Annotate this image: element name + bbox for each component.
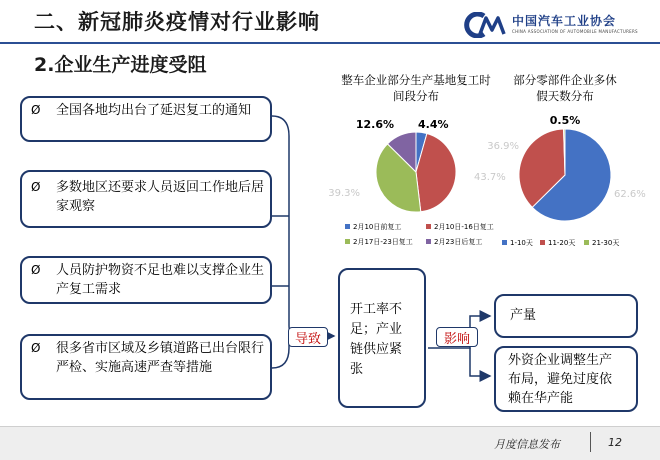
cause-tag: 导致 <box>288 327 328 347</box>
chart-1-legend-swatch-1 <box>345 224 350 229</box>
chart-1-legend-swatch-4 <box>426 239 431 244</box>
chart-2-title: 部分零部件企业多休假天数分布 <box>513 73 617 103</box>
footer-separator <box>590 432 591 452</box>
bullet-icon: Ø <box>31 341 41 355</box>
chart-2-data-label-3: 0.5% <box>549 114 581 127</box>
chart-2-legend-label-1: 1-10天 <box>510 239 533 247</box>
cause-text-1: 全国各地均出台了延迟复工的通知 <box>56 103 252 118</box>
effect-tag: 影响 <box>436 327 478 347</box>
footer-bar <box>0 426 660 460</box>
chart-2-legend-swatch-3 <box>584 240 589 245</box>
chart-2-data-label-1: 62.6% <box>614 189 646 200</box>
section-title: 2.企业生产进度受阻 <box>34 54 207 76</box>
page-number: 12 <box>608 436 622 449</box>
bullet-icon: Ø <box>31 263 41 277</box>
chart-2-legend-swatch-2 <box>540 240 545 245</box>
chart-2-data-label-2: 36.9% <box>487 141 519 152</box>
cause-text-2: 多数地区还要求人员返回工作地后居家观察 <box>56 180 265 214</box>
chart-1-data-label-3: 39.3% <box>328 188 360 199</box>
chart-2-legend-label-2: 11-20天 <box>548 239 576 247</box>
effect-box-2: 外资企业调整生产布局，避免过度依赖在华产能 <box>494 346 638 412</box>
footer-divider <box>0 426 660 427</box>
effect-box-1: 产量 <box>494 294 638 338</box>
logo-text-en: CHINA ASSOCIATION OF AUTOMOBILE MANUFACTURERS <box>512 29 638 34</box>
chart-1-legend-swatch-3 <box>345 239 350 244</box>
chart-1-data-label-4: 12.6% <box>355 118 394 131</box>
chart-1-legend-label-3: 2月17日-23日复工 <box>353 238 413 246</box>
chart-1-legend-label-1: 2月10日前复工 <box>353 223 402 231</box>
cause-text-4: 很多省市区域及乡镇道路已出台限行严检、实施高速严查等措施 <box>56 341 265 375</box>
chart-2-legend-label-3: 21-30天 <box>592 239 620 247</box>
chart-1-data-label-1: 4.4% <box>418 118 449 131</box>
cause-text-3: 人员防护物资不足也难以支撑企业生产复工需求 <box>56 263 265 297</box>
chart-1-title: 整车企业部分生产基地复工时间段分布 <box>341 73 491 103</box>
chart-2-legend-swatch-1 <box>502 240 507 245</box>
bullet-icon: Ø <box>31 180 41 194</box>
chart-1-data-label-2: 43.7% <box>474 172 506 183</box>
center-result-box: 开工率不足；产业链供应紧张 <box>338 268 426 408</box>
chart-1-legend-label-4: 2月23日后复工 <box>434 238 483 246</box>
header-title: 二、新冠肺炎疫情对行业影响 <box>34 10 320 34</box>
chart-1-legend-label-2: 2月10日-16日复工 <box>434 223 494 231</box>
bullet-icon: Ø <box>31 103 41 117</box>
chart-1-legend-swatch-2 <box>426 224 431 229</box>
logo-text-cn: 中国汽车工业协会 <box>512 14 617 28</box>
footer-label: 月度信息发布 <box>494 438 560 451</box>
